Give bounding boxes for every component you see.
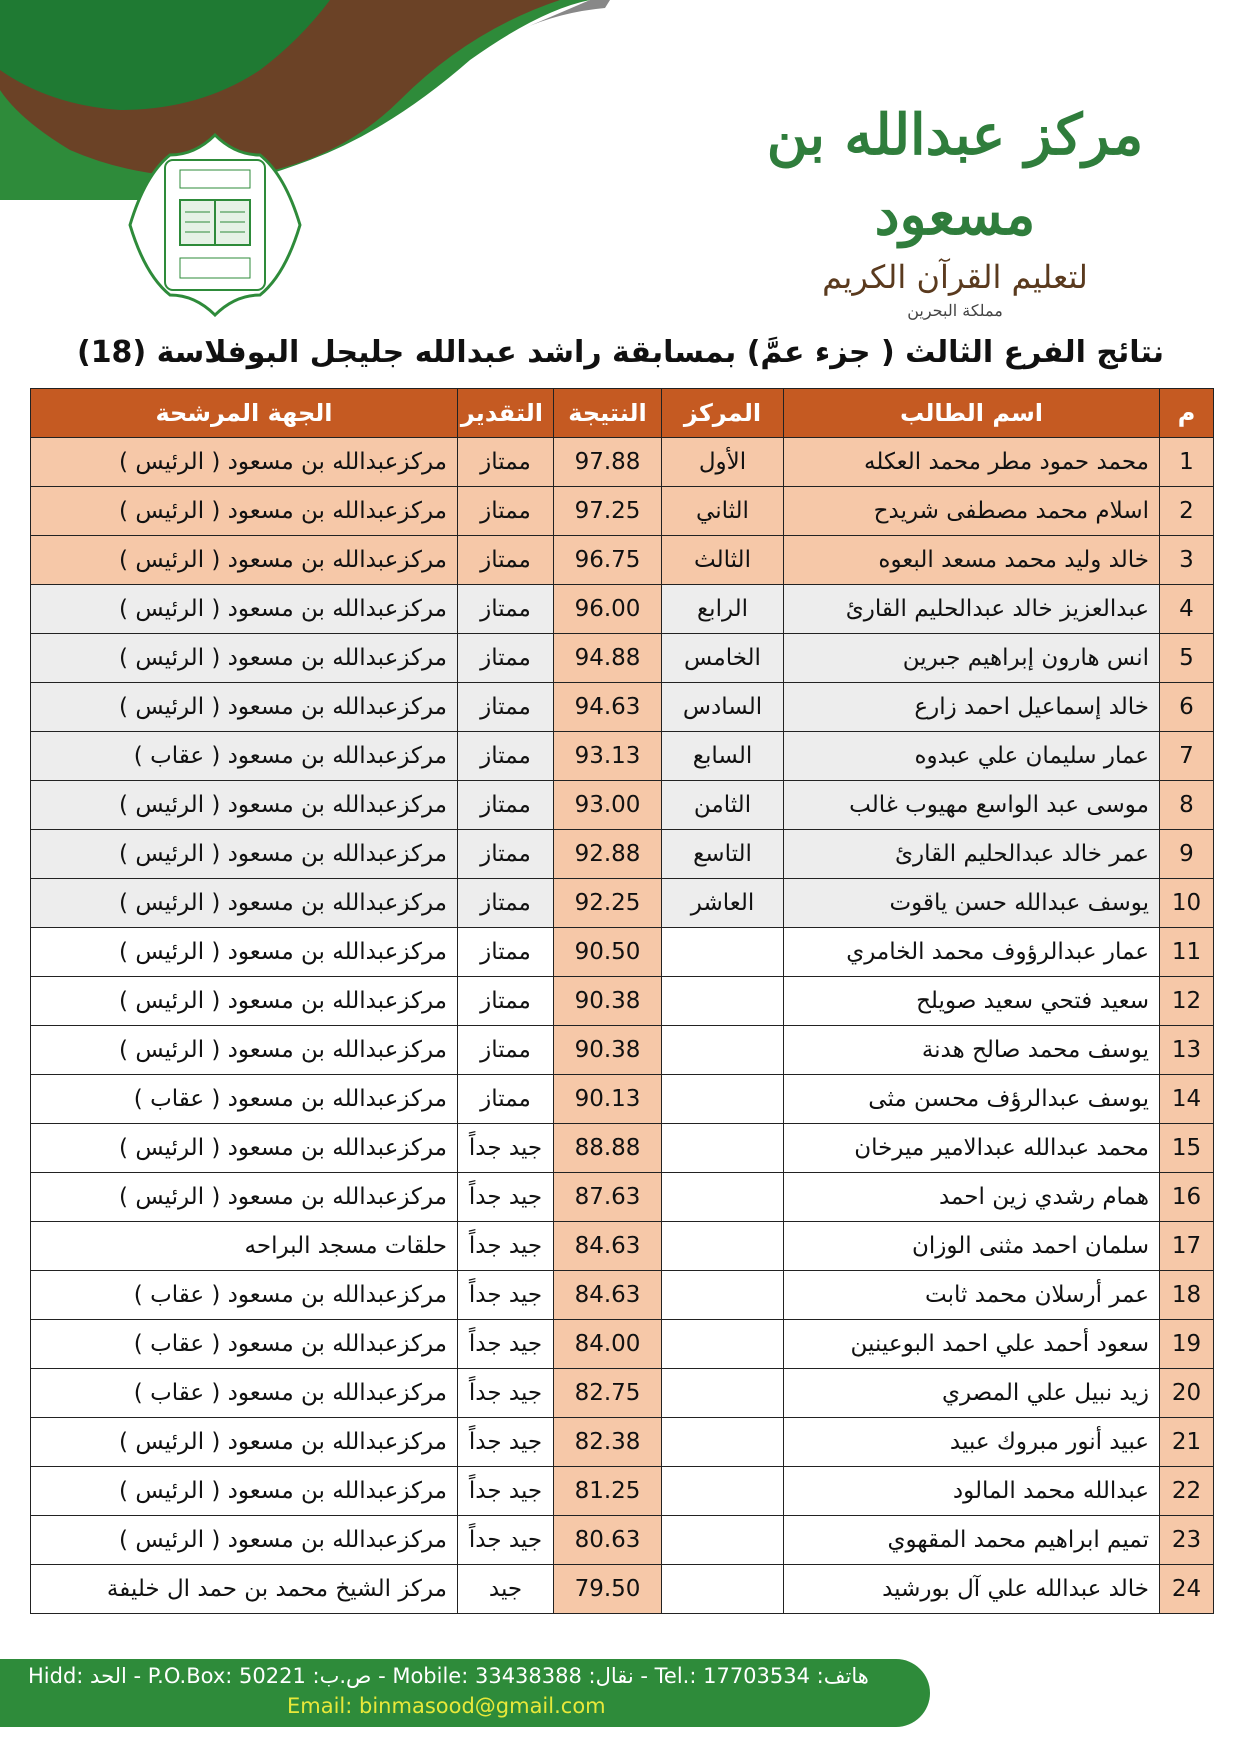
nominating-center: مركزعبدالله بن مسعود ( عقاب )	[31, 1075, 458, 1124]
student-name: محمد حمود مطر محمد العكله	[784, 438, 1160, 487]
row-number: 17	[1160, 1222, 1214, 1271]
table-row	[31, 536, 1214, 585]
score: 90.13	[554, 1075, 662, 1124]
table-row	[31, 879, 1214, 928]
nominating-center: مركزعبدالله بن مسعود ( الرئيس )	[31, 1026, 458, 1075]
row-number: 14	[1160, 1075, 1214, 1124]
rank: الثامن	[662, 781, 784, 830]
student-name: يوسف محمد صالح هدنة	[784, 1026, 1160, 1075]
student-name: محمد عبدالله عبدالامير ميرخان	[784, 1124, 1160, 1173]
student-name: عمر خالد عبدالحليم القارئ	[784, 830, 1160, 879]
rank	[662, 1369, 784, 1418]
score: 87.63	[554, 1173, 662, 1222]
nominating-center: مركزعبدالله بن مسعود ( الرئيس )	[31, 1124, 458, 1173]
rank	[662, 1026, 784, 1075]
grade: ممتاز	[458, 438, 554, 487]
row-number: 15	[1160, 1124, 1214, 1173]
table-row	[31, 1124, 1214, 1173]
student-name: عبدالله محمد المالود	[784, 1467, 1160, 1516]
rank	[662, 1075, 784, 1124]
student-name: تميم ابراهيم محمد المقهوي	[784, 1516, 1160, 1565]
table-row	[31, 1516, 1214, 1565]
table-row	[31, 634, 1214, 683]
rank: العاشر	[662, 879, 784, 928]
row-number: 23	[1160, 1516, 1214, 1565]
student-name: سعود أحمد علي احمد البوعينين	[784, 1320, 1160, 1369]
grade: ممتاز	[458, 879, 554, 928]
student-name: عمار عبدالرؤوف محمد الخامري	[784, 928, 1160, 977]
grade: ممتاز	[458, 536, 554, 585]
rank: الرابع	[662, 585, 784, 634]
table-body	[31, 438, 1214, 1614]
nominating-center: مركزعبدالله بن مسعود ( عقاب )	[31, 1320, 458, 1369]
page-title: نتائج الفرع الثالث ( جزء عمَّ) بمسابقة راشد عبدالله جليجل البوفلاسة (18)	[76, 335, 1165, 370]
logo-country: مملكة البحرين	[907, 301, 1003, 320]
score: 82.75	[554, 1369, 662, 1418]
student-name: خالد إسماعيل احمد زارع	[784, 683, 1160, 732]
grade: جيد جداً	[458, 1320, 554, 1369]
rank	[662, 1565, 784, 1614]
grade: جيد جداً	[458, 1369, 554, 1418]
table-row	[31, 1026, 1214, 1075]
grade: ممتاز	[458, 928, 554, 977]
row-number: 6	[1160, 683, 1214, 732]
table-header-row	[31, 389, 1214, 438]
rank: السادس	[662, 683, 784, 732]
grade: جيد جداً	[458, 1516, 554, 1565]
nominating-center: مركزعبدالله بن مسعود ( الرئيس )	[31, 634, 458, 683]
score: 84.63	[554, 1271, 662, 1320]
row-number: 2	[1160, 487, 1214, 536]
rank	[662, 1124, 784, 1173]
nominating-center: مركزعبدالله بن مسعود ( عقاب )	[31, 732, 458, 781]
footer-contact: Hidd: الحد - P.O.Box: 50221 :ص.ب - Mobile: 33438388 :نقال - Tel.: 17703534 :هاتف	[28, 1664, 869, 1688]
score: 94.88	[554, 634, 662, 683]
grade: جيد	[458, 1565, 554, 1614]
rank	[662, 1467, 784, 1516]
grade: ممتاز	[458, 732, 554, 781]
score: 97.25	[554, 487, 662, 536]
student-name: عمار سليمان علي عبدوه	[784, 732, 1160, 781]
grade: جيد جداً	[458, 1124, 554, 1173]
score: 92.25	[554, 879, 662, 928]
grade: جيد جداً	[458, 1418, 554, 1467]
nominating-center: مركزعبدالله بن مسعود ( الرئيس )	[31, 1418, 458, 1467]
rank	[662, 1516, 784, 1565]
score: 84.00	[554, 1320, 662, 1369]
logo-main-text: مركز عبدالله بن مسعود	[766, 102, 1144, 248]
row-number: 5	[1160, 634, 1214, 683]
grade: جيد جداً	[458, 1173, 554, 1222]
row-number: 10	[1160, 879, 1214, 928]
brand-logo	[740, 95, 1170, 320]
logo-subtitle: لتعليم القرآن الكريم	[822, 258, 1088, 296]
center-emblem	[125, 130, 305, 320]
student-name: همام رشدي زين احمد	[784, 1173, 1160, 1222]
row-number: 4	[1160, 585, 1214, 634]
student-name: زيد نبيل علي المصري	[784, 1369, 1160, 1418]
table-row	[31, 438, 1214, 487]
table-row	[31, 1418, 1214, 1467]
row-number: 21	[1160, 1418, 1214, 1467]
table-row	[31, 683, 1214, 732]
header-rank: المركز	[662, 389, 784, 438]
grade: جيد جداً	[458, 1271, 554, 1320]
rank: الأول	[662, 438, 784, 487]
score: 79.50	[554, 1565, 662, 1614]
student-name: سعيد فتحي سعيد صويلح	[784, 977, 1160, 1026]
score: 96.00	[554, 585, 662, 634]
grade: جيد جداً	[458, 1467, 554, 1516]
nominating-center: مركزعبدالله بن مسعود ( الرئيس )	[31, 683, 458, 732]
student-name: يوسف عبدالرؤف محسن مثى	[784, 1075, 1160, 1124]
nominating-center: مركز الشيخ محمد بن حمد ال خليفة	[31, 1565, 458, 1614]
score: 97.88	[554, 438, 662, 487]
nominating-center: مركزعبدالله بن مسعود ( الرئيس )	[31, 781, 458, 830]
score: 82.38	[554, 1418, 662, 1467]
student-name: يوسف عبدالله حسن ياقوت	[784, 879, 1160, 928]
header-score: النتيجة	[554, 389, 662, 438]
rank	[662, 928, 784, 977]
row-number: 19	[1160, 1320, 1214, 1369]
row-number: 13	[1160, 1026, 1214, 1075]
grade: ممتاز	[458, 1075, 554, 1124]
rank	[662, 1418, 784, 1467]
score: 90.38	[554, 1026, 662, 1075]
footer-email: Email: binmasood@gmail.com	[287, 1694, 606, 1718]
student-name: عبيد أنور مبروك عبيد	[784, 1418, 1160, 1467]
nominating-center: مركزعبدالله بن مسعود ( الرئيس )	[31, 977, 458, 1026]
row-number: 8	[1160, 781, 1214, 830]
row-number: 22	[1160, 1467, 1214, 1516]
table-row	[31, 585, 1214, 634]
student-name: موسى عبد الواسع مهيوب غالب	[784, 781, 1160, 830]
grade: ممتاز	[458, 683, 554, 732]
row-number: 20	[1160, 1369, 1214, 1418]
nominating-center: مركزعبدالله بن مسعود ( الرئيس )	[31, 830, 458, 879]
score: 81.25	[554, 1467, 662, 1516]
score: 80.63	[554, 1516, 662, 1565]
score: 92.88	[554, 830, 662, 879]
table-row	[31, 977, 1214, 1026]
header-nominating-center: الجهة المرشحة	[31, 389, 458, 438]
nominating-center: مركزعبدالله بن مسعود ( الرئيس )	[31, 438, 458, 487]
row-number: 18	[1160, 1271, 1214, 1320]
score: 93.00	[554, 781, 662, 830]
table-row	[31, 830, 1214, 879]
student-name: عمر أرسلان محمد ثابت	[784, 1271, 1160, 1320]
rank	[662, 977, 784, 1026]
grade: ممتاز	[458, 1026, 554, 1075]
row-number: 1	[1160, 438, 1214, 487]
header-number: م	[1160, 389, 1214, 438]
rank: التاسع	[662, 830, 784, 879]
student-name: اسلام محمد مصطفى شريدح	[784, 487, 1160, 536]
rank	[662, 1320, 784, 1369]
rank: السابع	[662, 732, 784, 781]
score: 96.75	[554, 536, 662, 585]
score: 90.38	[554, 977, 662, 1026]
header-student-name: اسم الطالب	[784, 389, 1160, 438]
grade: ممتاز	[458, 781, 554, 830]
score: 94.63	[554, 683, 662, 732]
rank: الخامس	[662, 634, 784, 683]
student-name: انس هارون إبراهيم جبرين	[784, 634, 1160, 683]
nominating-center: مركزعبدالله بن مسعود ( الرئيس )	[31, 536, 458, 585]
row-number: 16	[1160, 1173, 1214, 1222]
header-grade: التقدير	[458, 389, 554, 438]
nominating-center: مركزعبدالله بن مسعود ( عقاب )	[31, 1369, 458, 1418]
rank: الثالث	[662, 536, 784, 585]
student-name: خالد عبدالله علي آل بورشيد	[784, 1565, 1160, 1614]
score: 90.50	[554, 928, 662, 977]
grade: جيد جداً	[458, 1222, 554, 1271]
table-row	[31, 732, 1214, 781]
student-name: خالد وليد محمد مسعد البعوه	[784, 536, 1160, 585]
grade: ممتاز	[458, 977, 554, 1026]
table-row	[31, 781, 1214, 830]
nominating-center: مركزعبدالله بن مسعود ( الرئيس )	[31, 1173, 458, 1222]
score: 84.63	[554, 1222, 662, 1271]
row-number: 3	[1160, 536, 1214, 585]
rank	[662, 1222, 784, 1271]
table-row	[31, 1075, 1214, 1124]
nominating-center: مركزعبدالله بن مسعود ( الرئيس )	[31, 1516, 458, 1565]
grade: ممتاز	[458, 634, 554, 683]
table-row	[31, 487, 1214, 536]
row-number: 11	[1160, 928, 1214, 977]
table-row	[31, 1320, 1214, 1369]
row-number: 7	[1160, 732, 1214, 781]
score: 93.13	[554, 732, 662, 781]
table-row	[31, 1369, 1214, 1418]
nominating-center: حلقات مسجد البراحه	[31, 1222, 458, 1271]
grade: ممتاز	[458, 487, 554, 536]
table-row	[31, 1173, 1214, 1222]
rank	[662, 1271, 784, 1320]
table-row	[31, 1565, 1214, 1614]
nominating-center: مركزعبدالله بن مسعود ( الرئيس )	[31, 487, 458, 536]
rank	[662, 1173, 784, 1222]
nominating-center: مركزعبدالله بن مسعود ( الرئيس )	[31, 585, 458, 634]
table-row	[31, 1271, 1214, 1320]
score: 88.88	[554, 1124, 662, 1173]
grade: ممتاز	[458, 585, 554, 634]
student-name: عبدالعزيز خالد عبدالحليم القارئ	[784, 585, 1160, 634]
corner-decoration	[0, 0, 700, 210]
row-number: 9	[1160, 830, 1214, 879]
nominating-center: مركزعبدالله بن مسعود ( عقاب )	[31, 1271, 458, 1320]
table-row	[31, 1467, 1214, 1516]
nominating-center: مركزعبدالله بن مسعود ( الرئيس )	[31, 1467, 458, 1516]
rank: الثاني	[662, 487, 784, 536]
table-row	[31, 928, 1214, 977]
row-number: 12	[1160, 977, 1214, 1026]
nominating-center: مركزعبدالله بن مسعود ( الرئيس )	[31, 879, 458, 928]
nominating-center: مركزعبدالله بن مسعود ( الرئيس )	[31, 928, 458, 977]
table-row	[31, 1222, 1214, 1271]
results-table	[30, 388, 1214, 1614]
grade: ممتاز	[458, 830, 554, 879]
row-number: 24	[1160, 1565, 1214, 1614]
student-name: سلمان احمد مثنى الوزان	[784, 1222, 1160, 1271]
